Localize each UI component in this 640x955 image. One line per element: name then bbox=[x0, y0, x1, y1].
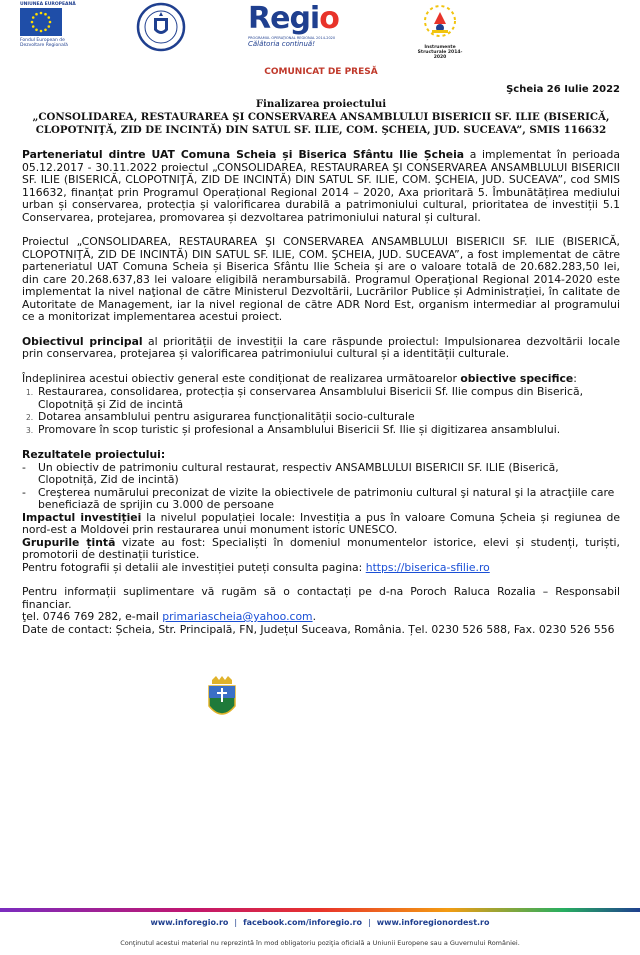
results-label: Rezultatele proiectului: bbox=[22, 448, 166, 461]
partnership-paragraph: Parteneriatul dintre UAT Comuna Scheia și Biserica Sfântu Ilie Șcheia a implementat în perioada 05.12.2017 - 30.11.2022 proiectul „CONSOLIDAREA, RESTAURAREA ŞI CONSERVAREA ANSAMBLULUI BISERICII SF. ILIE (BISERICĂ, CLOPOTNIŢĂ, ZID DE INCINTĂ) DIN SATUL SF. ILIE, COM. ŞCHEIA, JUD. SUCEAVA”, cod SMIS 116632, finanțat prin Programul Operațional Regional 2014 – 2020, Axa prioritară 5. Îmbunătățirea mediului urban și conservarea, protecția și valorificarea durabilă a patrimoniului cultural, prioritatea de investiții 5.1 Conservarea, protejarea, promovarea și dezvoltarea patrimoniului natural și cultural. bbox=[22, 148, 620, 224]
impact-paragraph: Impactul investiției la nivelul populației locale: Investiția a pus în valoare Comuna Șcheia și regiunea de nord-est a Moldovei prin restaurarea unui monument istoric UNESCO. bbox=[22, 510, 620, 536]
structural-instruments-caption: Instrumente Structurale 2014-2020 bbox=[417, 45, 463, 60]
structural-instruments-logo bbox=[412, 2, 468, 60]
project-value-paragraph: Proiectul „CONSOLIDAREA, RESTAURAREA ŞI CONSERVAREA ANSAMBLULUI BISERICII SF. ILIE (BISERICĂ, CLOPOTNIŢĂ, ZID DE INCINTĂ) DIN SATUL SF. ILIE, COM. ŞCHEIA, JUD. SUCEAVA”, a fost implementat de către parteneriatul UAT Comuna Scheia și Biserica Sfântu Ilie Scheia și are o valoare totală de 20.682.283,50 lei, din care 20.268.637,83 lei valoare eligibilă nerambursabilă. Programul Operaţional Regional 2014-2020 este implementat la nivel naţional de către Ministerul Dezvoltării, Lucrărilor Publice și Administrației, în calitate de Autoritate de Management, iar la nivel regional de către ADR Nord Est, organism intermediar al programului ce a monitorizat implementarea acestui proiect. bbox=[22, 235, 620, 323]
main-objective-paragraph: Obiectivul principal al priorității de investiții la care răspunde proiectul: Impulsionarea dezvoltării locale prin conservarea, protejarea și valorificarea patrimoniului cultural și a identității culturale. bbox=[22, 334, 620, 360]
footer-color-band bbox=[0, 908, 640, 912]
specific-objectives-intro: Îndeplinirea acestui obiectiv general este condiționat de realizarea următoarelor obiective specifice: bbox=[22, 371, 577, 385]
structural-instruments-icon bbox=[412, 2, 468, 40]
regio-wordmark: Regio bbox=[248, 1, 339, 36]
release-date: Şcheia 26 Iulie 2022 bbox=[506, 84, 620, 95]
government-seal-icon bbox=[136, 2, 186, 52]
project-title: „CONSOLIDAREA, RESTAURAREA ŞI CONSERVAREA ANSAMBLULUI BISERICII SF. ILIE (BISERICĂ, CLOPOTNIŢĂ, ZID DE INCINTĂ) DIN SATUL SF. ILIE, COM. ŞCHEIA, JUD. SUCEAVA”, SMIS 116632 bbox=[32, 111, 610, 136]
list-item: 3. Promovare în scop turistic și profesional a Ansamblului Bisericii Sf. Ilie și digitizarea ansamblului. bbox=[26, 422, 561, 436]
footer-link-inforegionordest[interactable]: www.inforegionordest.ro bbox=[376, 918, 490, 927]
list-item: 2. Dotarea ansamblului pentru asigurarea funcționalității socio-culturale bbox=[26, 410, 415, 423]
list-item: 1. Restaurarea, consolidarea, protecția și conservarea Ansamblului Bisericii Sf. Ilie compus din Biserică, Clopotniță și Zid de incintă bbox=[26, 385, 584, 411]
target-groups-paragraph: Grupurile țintă vizate au fost: Specialiști în domeniul monumentelor istorice, elevi și studenți, turiști, promotorii de destinații turistice. bbox=[22, 535, 620, 561]
email-link[interactable]: primariascheia@yahoo.com bbox=[162, 610, 313, 623]
footer-link-facebook[interactable]: facebook.com/inforegio.ro bbox=[243, 918, 362, 927]
eu-logo bbox=[20, 2, 80, 48]
regio-program: PROGRAMUL OPERAŢIONAL REGIONAL 2014-2020 bbox=[248, 36, 336, 40]
contact-address: Date de contact: Șcheia, Str. Principală, FN, Județul Suceava, România. Țel. 0230 526 588, Fax. 0230 526 556 bbox=[22, 622, 615, 636]
eu-caption: UNIUNEA EUROPEANĂ bbox=[20, 2, 76, 7]
website-link[interactable]: https://biserica-sfilie.ro bbox=[365, 560, 490, 574]
press-label: COMUNICAT DE PRESĂ bbox=[264, 67, 378, 77]
footer-link-inforegio[interactable]: www.inforegio.ro bbox=[150, 918, 229, 927]
contact-line: Pentru informații suplimentare vă rugăm să o contactați pe d-na Poroch Raluca Rozalia – Responsabil financiar. bbox=[22, 585, 620, 611]
specific-objectives-list bbox=[22, 386, 620, 436]
list-item: - Creşterea numărului preconizat de vizite la obiectivele de patrimoniu cultural şi natural şi la atracţiile care beneficiază de sprijin cu 3.000 de persoane bbox=[22, 485, 615, 511]
press-release bbox=[22, 66, 620, 636]
regio-logo bbox=[248, 1, 354, 48]
page-heading: Finalizarea proiectului bbox=[255, 98, 387, 110]
footer-disclaimer: Conţinutul acestui material nu reprezintă în mod obligatoriu poziţia oficială a Uniunii Europene sau a Guvernului României. bbox=[120, 939, 520, 947]
results-list bbox=[22, 462, 620, 512]
footer-links: www.inforegio.ro | facebook.com/inforegio.ro | www.inforegionordest.ro bbox=[150, 918, 490, 927]
eu-flag-icon bbox=[20, 8, 62, 36]
header-logos bbox=[0, 0, 640, 62]
regio-tagline: Călătoria continuă! bbox=[248, 40, 316, 48]
eu-subcaption: Fondul European de Dezvoltare Regională bbox=[20, 38, 68, 48]
photos-paragraph: Pentru fotografii și detalii ale investiției puteți consulta pagina: https://biserica-sfilie.ro bbox=[22, 560, 490, 574]
contact-phone-email: ţel. 0746 769 282, e-mail primariascheia@yahoo.com. bbox=[22, 610, 317, 623]
commune-crest-icon bbox=[206, 676, 238, 724]
list-item: - Un obiectiv de patrimoniu cultural restaurat, respectiv ANSAMBLULUI BISERICII SF. ILIE (Biserică, Clopotniță, Zid de incintă) bbox=[22, 460, 559, 486]
